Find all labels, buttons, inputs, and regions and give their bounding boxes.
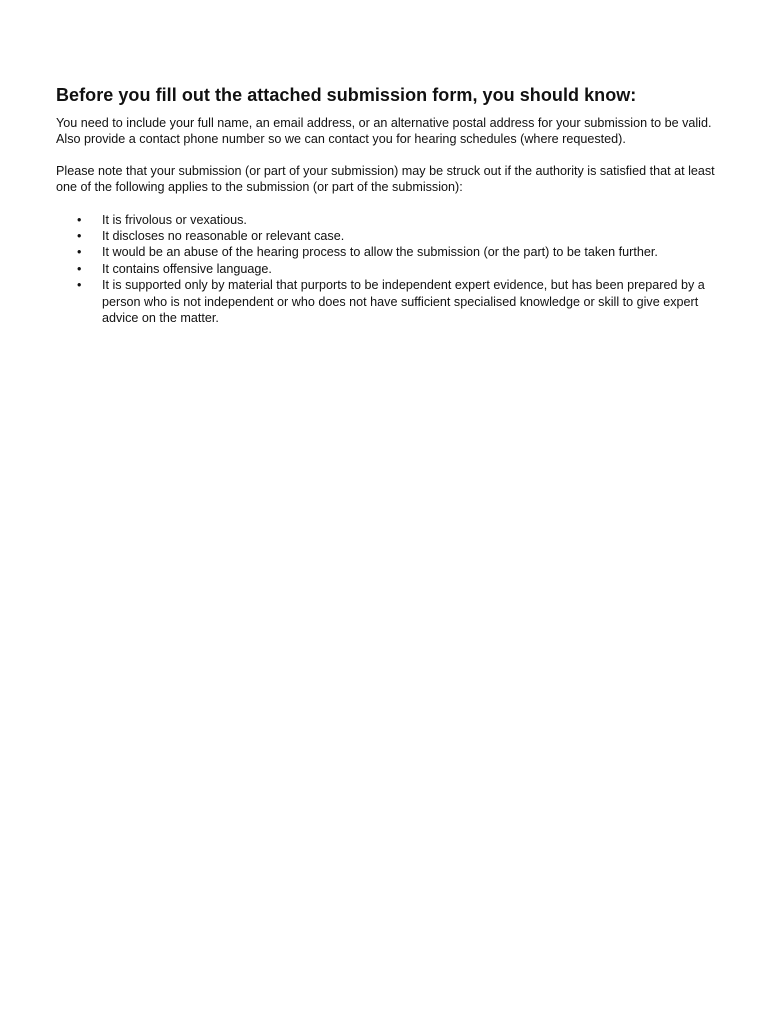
bullet-icon: • <box>77 245 82 260</box>
list-item-text: It is frivolous or vexatious. <box>102 212 247 227</box>
paragraph-strike-out-note: Please note that your submission (or part of your submission) may be struck out if the authority is satisfied that at least one of the following applies to the submission (or part of the submission): <box>56 163 715 195</box>
list-item-text: It would be an abuse of the hearing process to allow the submission (or the part) to be taken further. <box>102 245 658 260</box>
bullet-icon: • <box>77 212 82 227</box>
list-item <box>56 244 720 260</box>
document-page <box>56 84 720 326</box>
list-item-text: It discloses no reasonable or relevant case. <box>102 229 345 244</box>
list-item-text: It is supported only by material that purports to be independent expert evidence, but has been prepared by a person who is not independent or who does not have sufficient specialised knowledge or skill to give expert advice on the matter. <box>102 278 705 326</box>
list-item <box>56 261 720 277</box>
strike-out-criteria-list <box>56 212 720 327</box>
list-item <box>56 212 720 228</box>
bullet-icon: • <box>77 261 82 276</box>
list-item <box>56 277 720 326</box>
page-heading: Before you fill out the attached submission form, you should know: <box>56 85 637 105</box>
list-item-text: It contains offensive language. <box>102 261 272 276</box>
bullet-icon: • <box>77 229 82 244</box>
list-item <box>56 228 720 244</box>
bullet-icon: • <box>77 278 82 293</box>
paragraph-requirements: You need to include your full name, an email address, or an alternative postal address for your submission to be valid. Also provide a contact phone number so we can contact you for hearing schedules (where requested). <box>56 116 712 147</box>
